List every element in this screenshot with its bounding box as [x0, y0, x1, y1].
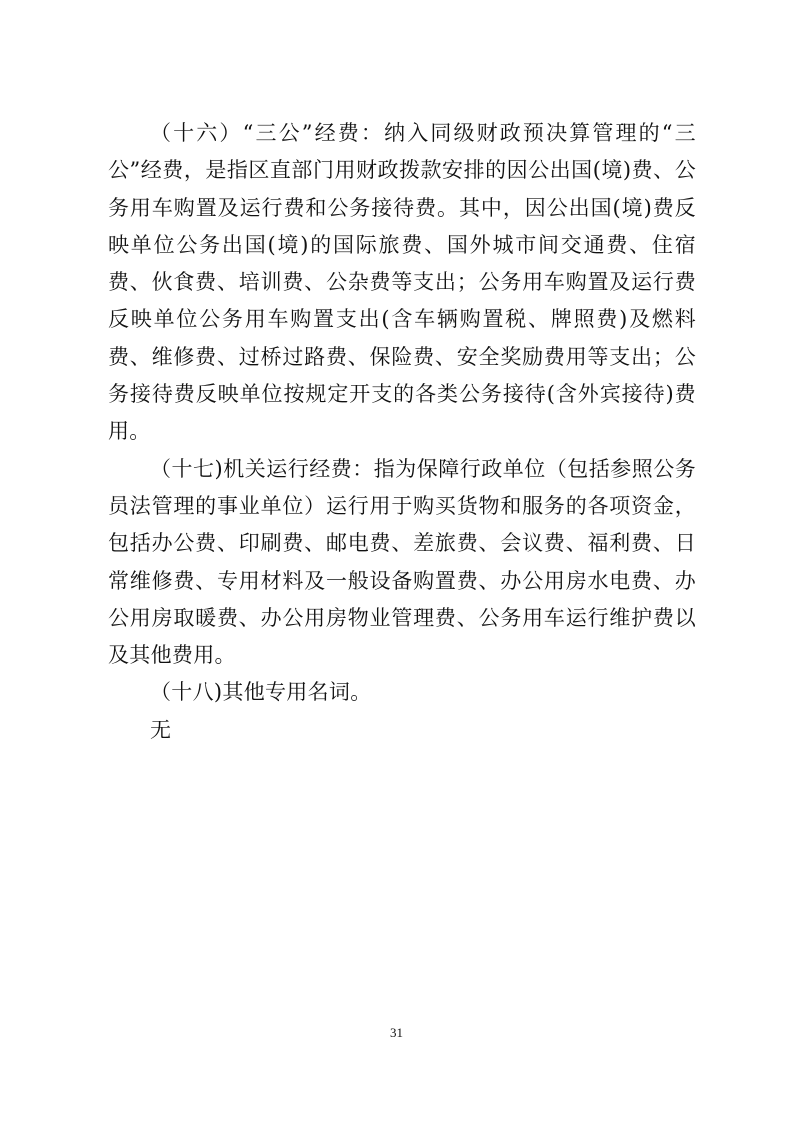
paragraph-operating-expenses: （十七)机关运行经费：指为保障行政单位（包括参照公务员法管理的事业单位）运行用于购买货物和服务的各项资金，包括办公费、印刷费、邮电费、差旅费、会议费、福利费、日常维修费、专用材料及一般设备购置费、办公用房水电费、办公用房取暖费、办公用房物业管理费、公务用车运行维护费以及其他费用。: [108, 456, 696, 668]
paragraph-other-terms: （十八)其他专用名词。: [150, 680, 372, 705]
paragraph-none: 无: [150, 717, 172, 742]
page-number: 31: [390, 1025, 403, 1040]
document-body: [108, 115, 696, 749]
paragraph-three-public-expenses: （十六）“三公”经费：纳入同级财政预决算管理的“三公”经费，是指区直部门用财政拨款安排的因公出国(境)费、公务用车购置及运行费和公务接待费。其中，因公出国(境)费反映单位公务出国(境)的国际旅费、国外城市间交通费、住宿费、伙食费、培训费、公杂费等支出；公务用车购置及运行费反映单位公务用车购置支出(含车辆购置税、牌照费)及燃料费、维修费、过桥过路费、保险费、安全奖励费用等支出；公务接待费反映单位按规定开支的各类公务接待(含外宾接待)费用。: [108, 121, 696, 444]
